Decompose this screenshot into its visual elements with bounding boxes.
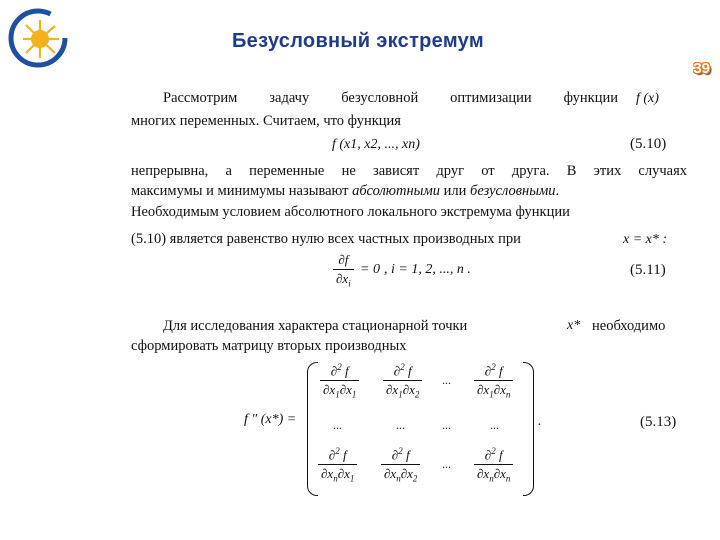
matrix-left-paren [307,362,318,496]
page-title: Безусловный экстремум [232,30,484,52]
matrix-ellipsis: ... [442,418,451,432]
fraction-df-dxi: ∂f $\partial x_i$ [333,252,354,289]
matrix-cell: ∂$^2$ f $\partial x_1\partial x_n$ [474,362,513,400]
text-line: непрерывна, а переменные не зависят друг от друга. В этих случаях [131,163,687,179]
matrix-cell: ∂$^2$ f $\partial x_1\partial x_1$ [320,362,359,400]
math-fx: f (x) [636,91,659,106]
logo-icon [6,6,70,70]
math-zero: = 0 [360,262,380,277]
matrix-ellipsis: ... [490,418,499,432]
text-line: Рассмотрим задачу безусловной оптимизации функции [163,90,618,106]
text-line: (5.10) является равенство нулю всех частных производных при [131,231,521,247]
text-line: Для исследования характера стационарной точки [163,318,468,334]
matrix-cell: ∂$^2$ f $\partial x_1\partial x_2$ [383,362,422,400]
equation-511-tail: , i = 1, 2, ..., n . [384,262,471,277]
matrix-ellipsis: ... [396,418,405,432]
math-xstar: x* [567,318,581,333]
equation-number: (5.10) [630,136,667,152]
text-line: необходимо [592,318,666,334]
matrix-cell: ∂$^2$ f $\partial x_n\partial x_1$ [318,446,357,484]
page-number: 39 [693,60,710,77]
equation-period: . [538,414,542,429]
text-line: Необходимым условием абсолютного локального экстремума функции [131,204,570,220]
text-line: многих переменных. Считаем, что функция [131,113,401,129]
matrix-ellipsis: ... [442,457,451,471]
matrix-cell: ∂$^2$ f $\partial x_n\partial x_2$ [381,446,420,484]
matrix-right-paren [523,362,534,496]
text-line: сформировать матрицу вторых производных [131,338,407,354]
equation-number: (5.13) [640,414,677,430]
matrix-cell: ∂$^2$ f $\partial x_n\partial x_n$ [474,446,513,484]
matrix-ellipsis: ... [333,418,342,432]
equation-513-lhs: f ″ (x*) = [244,412,297,427]
math-condition: x = x* : [623,232,668,247]
text-line: максимумы и минимумы называют абсолютными или безусловными. [131,183,560,199]
matrix-ellipsis: ... [442,373,451,387]
equation-510: f (x1, x2, ..., xn) [332,137,420,152]
equation-number: (5.11) [630,262,666,278]
